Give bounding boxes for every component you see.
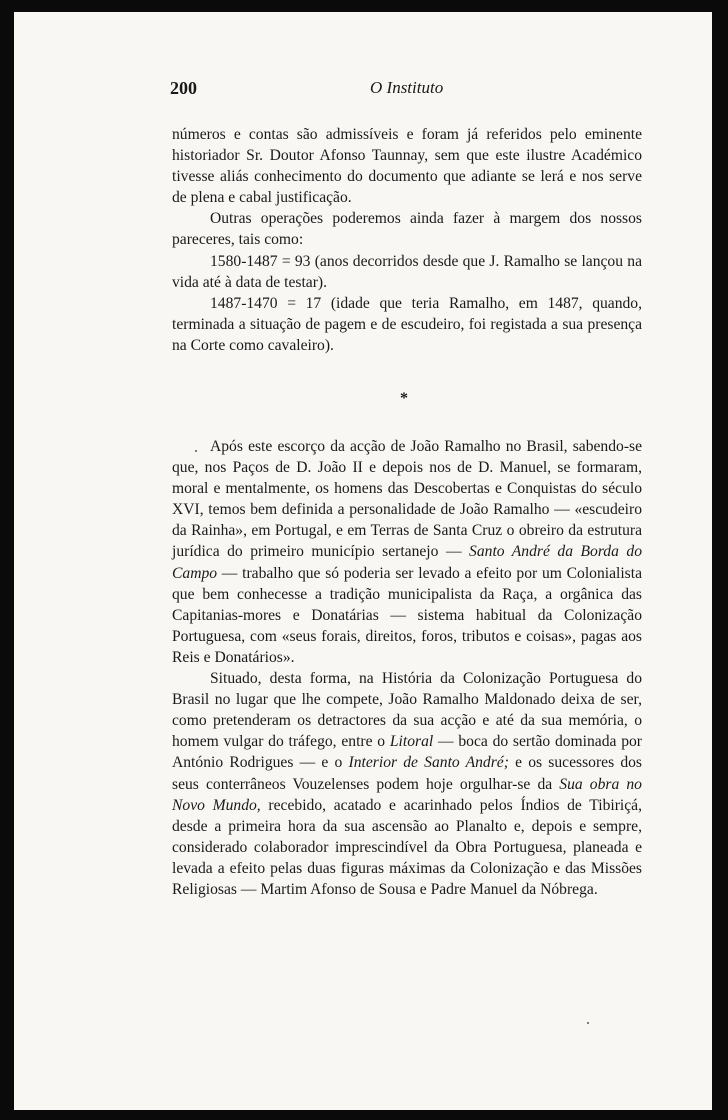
text-run: e os sucessores dos seus conterrâneos Vouzelenses podem hoje orgulhar-se da bbox=[172, 754, 642, 793]
italic-text: Interior de Santo André; bbox=[348, 754, 509, 772]
text-run: e depois nos de D. Manuel, se formaram, moral e mentalmente, os homens das Descobertas e Conquistas do século bbox=[172, 459, 642, 498]
running-title: O Instituto bbox=[370, 78, 444, 97]
page-number: 200 bbox=[170, 78, 197, 98]
section-separator: * bbox=[400, 390, 408, 407]
text-run: — trabalho que só poderia ser levado a efeito por um Colonialista que bem conhecesse a tradição municipalista da Raça, a orgânica das Capitanias-mores e Donatárias — sistema habitual da Colonização Portuguesa, com «seus forais, direitos, foros, tributos e coisas», pagas aos Reis e Donatários». bbox=[172, 564, 642, 666]
text-run: — boca do sertão dominada por António Rodrigues — e o bbox=[172, 733, 642, 772]
paragraph: Outras operações poderemos ainda fazer à margem dos nossos pareceres, tais como: bbox=[172, 210, 642, 249]
scan-speck bbox=[587, 1022, 589, 1024]
paragraph bbox=[172, 668, 642, 900]
text-run: , temos bem definida a personalidade de João Ramalho — «escudeiro da Rainha», em Portugal, e em Terras de Santa Cruz o obreiro da estrutura jurídica do primeiro município sertanejo — bbox=[172, 501, 642, 561]
italic-text: Litoral bbox=[389, 733, 434, 751]
scan-speck bbox=[195, 450, 197, 452]
paragraph: números e contas são admissíveis e foram já referidos pelo eminente historiador Sr. Doutor Afonso Taunnay, sem que este ilustre Académico tivesse aliás conhecimento do documento que adiante se lerá e nos serve de plena e cabal justificação. bbox=[172, 126, 642, 207]
text-run: Situado, desta forma, na História da Colonização Portuguesa do Brasil no lugar que lhe compete, João Ramalho Maldonado deixa de ser, como pretenderam os detractores da sua acção e até da sua memória, o homem vulgar do tráfego, entre o bbox=[172, 670, 642, 751]
text-section-1 bbox=[172, 124, 642, 356]
text-section-2 bbox=[172, 436, 642, 900]
roman-numeral: II bbox=[352, 459, 363, 477]
book-page bbox=[14, 12, 712, 1110]
paragraph: 1487-1470 = 17 (idade que teria Ramalho, em 1487, quando, terminada a situação de pagem e de escudeiro, foi registada a sua presença na Corte como cavaleiro). bbox=[172, 294, 642, 354]
paragraph bbox=[172, 436, 642, 668]
italic-text: Sua obra no Novo Mundo, bbox=[172, 775, 642, 814]
italic-text: Santo André da Borda do Campo bbox=[172, 543, 642, 582]
roman-numeral: XVI bbox=[172, 501, 200, 519]
text-run: recebido, acatado e acarinhado pelos Índios de Tibiriçá, desde a primeira hora da sua ascensão ao Planalto e, depois e sempre, considerado colaborador imprescindível da Obra Portuguesa, planeada e levada a efeito pelas duas figuras máximas da Colonização e das Missões Religiosas — Martim Afonso de Sousa e Padre Manuel da Nóbrega. bbox=[172, 796, 642, 898]
paragraph: 1580-1487 = 93 (anos decorridos desde que J. Ramalho se lançou na vida até à data de testar). bbox=[172, 252, 642, 291]
text-run: Após este escorço da acção de João Ramalho no Brasil, sabendo-se que, nos Paços de D. João bbox=[172, 438, 642, 477]
page-header bbox=[170, 78, 650, 102]
